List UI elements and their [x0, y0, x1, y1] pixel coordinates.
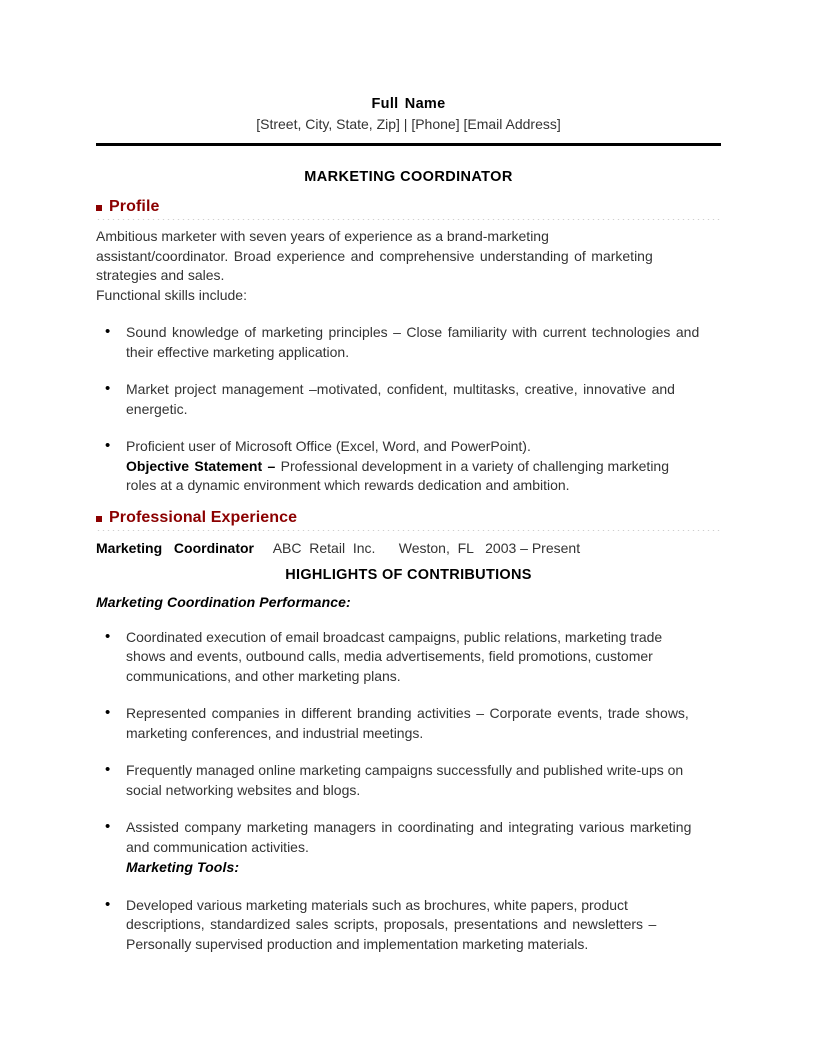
list-item	[96, 628, 721, 687]
list-item-line: • Assisted company marketing managers in coordinating and integrating various marketing	[126, 819, 692, 835]
list-item-line: and communication activities.	[126, 838, 309, 855]
experience-dates: 2003 – Present	[485, 539, 581, 556]
list-item-line: • Developed various marketing materials such as brochures, white papers, product	[126, 896, 628, 913]
profile-summary-line: Ambitious marketer with seven years of experience as a brand-marketing	[96, 228, 549, 244]
list-item	[96, 896, 721, 955]
profile-summary-line: assistant/coordinator. Broad experience and comprehensive understanding of marketing	[96, 247, 653, 264]
list-item-line: • Market project management –motivated, confident, multitasks, creative, innovative and	[126, 381, 675, 397]
resume-content	[96, 96, 721, 954]
experience-role: Marketing Coordinator	[96, 539, 255, 556]
list-item-line: social networking websites and blogs.	[126, 781, 361, 798]
list-item-line: • Frequently managed online marketing campaigns successfully and published write-ups on	[126, 762, 684, 778]
list-item-line: • Coordinated execution of email broadcast campaigns, public relations, marketing trade	[126, 628, 663, 645]
list-item-line: descriptions, standardized sales scripts, proposals, presentations and newsletters –	[126, 916, 657, 932]
list-item-line: • Represented companies in different branding activities – Corporate events, trade shows,	[126, 705, 689, 721]
section-profile	[96, 198, 721, 496]
list-item-line: marketing conferences, and industrial meetings.	[126, 724, 424, 741]
subheading-performance: Marketing Coordination Performance:	[96, 593, 351, 610]
objective-statement-text: roles at a dynamic environment which rewards dedication and ambition.	[126, 477, 570, 493]
experience-location: Weston, FL	[398, 539, 474, 556]
list-item-line: shows and events, outbound calls, media advertisements, field promotions, customer	[126, 648, 653, 664]
highlights-title: HIGHLIGHTS OF CONTRIBUTIONS	[285, 566, 532, 583]
list-item-line: energetic.	[126, 400, 188, 417]
profile-skill-list	[96, 323, 721, 496]
list-item-line: • Proficient user of Microsoft Office (Excel, Word, and PowerPoint).	[126, 438, 531, 454]
objective-statement-label: Objective Statement –	[126, 457, 281, 474]
list-item	[96, 704, 721, 743]
square-bullet-icon	[96, 516, 102, 522]
profile-summary-line: strategies and sales.	[96, 267, 225, 283]
list-item-line: Personally supervised production and implementation marketing materials.	[126, 935, 589, 952]
target-job-title: MARKETING COORDINATOR	[304, 169, 513, 185]
profile-heading	[96, 198, 721, 216]
list-item-line: communications, and other marketing plans.	[126, 667, 401, 684]
experience-heading-label: Professional Experience	[109, 508, 298, 526]
header-divider	[96, 143, 721, 146]
experience-spacer	[375, 540, 398, 556]
candidate-name: Full Name	[371, 96, 446, 112]
square-bullet-icon	[96, 205, 102, 211]
resume-header	[96, 96, 721, 185]
list-item	[96, 323, 721, 362]
objective-statement-text: Professional development in a variety of challenging marketing	[280, 457, 670, 474]
profile-heading-label: Profile	[109, 198, 160, 215]
list-item	[96, 761, 721, 800]
experience-entry	[96, 538, 721, 558]
experience-spacer	[473, 540, 485, 556]
profile-heading-rule	[96, 219, 721, 220]
experience-company: ABC Retail Inc.	[272, 539, 376, 556]
candidate-contact-line: [Street, City, State, Zip] | [Phone] [Email Address]	[256, 116, 561, 132]
profile-summary	[96, 227, 721, 305]
experience-heading-rule	[96, 530, 721, 531]
profile-summary-line: Functional skills include:	[96, 286, 247, 303]
list-item-line: • Sound knowledge of marketing principles – Close familiarity with current technologies and	[126, 324, 700, 340]
experience-heading	[96, 509, 721, 527]
list-item-line: their effective marketing application.	[126, 343, 350, 360]
list-item	[96, 818, 721, 878]
objective-statement	[126, 457, 721, 496]
experience-spacer	[254, 540, 273, 556]
list-item	[96, 437, 721, 496]
subheading-marketing-tools: Marketing Tools:	[126, 859, 240, 875]
experience-contributions-list	[96, 628, 721, 955]
section-professional-experience	[96, 509, 721, 955]
list-item	[96, 380, 721, 419]
